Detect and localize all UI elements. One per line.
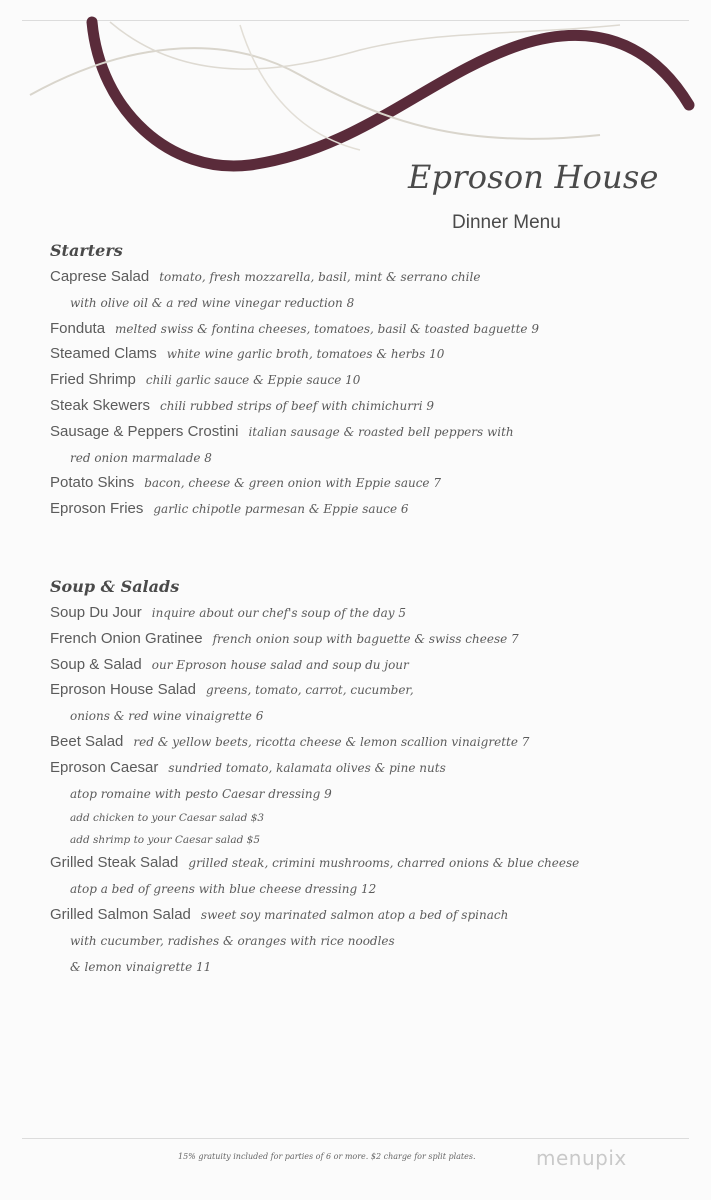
item-description: onions & red wine vinaigrette 6: [70, 709, 264, 724]
menu-item: [50, 755, 690, 781]
item-description: red onion marmalade 8: [70, 450, 212, 465]
menupix-watermark: menupix: [536, 1146, 627, 1170]
item-description: with cucumber, radishes & oranges with rice noodles: [70, 933, 395, 948]
menu-item: [50, 600, 690, 626]
item-description: white wine garlic broth, tomatoes & herbs 10: [166, 347, 445, 362]
swoosh-thin-curve: [110, 22, 620, 69]
item-name: Eproson House Salad: [50, 681, 196, 699]
menu-item: [50, 902, 690, 928]
menu-item: [50, 677, 690, 703]
item-description: bacon, cheese & green onion with Eppie sauce 7: [144, 476, 441, 491]
item-description: italian sausage & roasted bell peppers with: [248, 424, 514, 439]
item-description: sweet soy marinated salmon atop a bed of spinach: [200, 907, 509, 922]
menu-item-continued: [50, 876, 690, 902]
item-description: french onion soup with baguette & swiss cheese 7: [212, 631, 519, 646]
item-name: Caprese Salad: [50, 268, 150, 285]
menu-item-addon: [50, 806, 690, 828]
item-description: inquire about our chef's soup of the day 5: [151, 605, 407, 620]
addon-chicken: add chicken to your Caesar salad $3: [70, 812, 265, 825]
menu-body: [50, 238, 690, 979]
menu-item: [50, 729, 690, 755]
item-name: Soup & Salad: [50, 655, 142, 673]
item-name: French Onion Gratinee: [50, 629, 203, 647]
item-name: Steak Skewers: [50, 396, 151, 414]
menu-item-continued: [50, 928, 690, 954]
menu-item: [50, 341, 690, 367]
item-name: Sausage & Peppers Crostini: [50, 422, 239, 440]
menu-item: [50, 470, 690, 496]
item-name: Soup Du Jour: [50, 603, 142, 621]
item-description: grilled steak, crimini mushrooms, charred onions & blue cheese: [188, 856, 580, 871]
item-name: Grilled Salmon Salad: [50, 905, 191, 923]
menu-item-continued: [50, 445, 690, 471]
item-description: chili garlic sauce & Eppie sauce 10: [145, 373, 361, 388]
item-description: with olive oil & a red wine vinegar reduction 8: [70, 295, 355, 310]
bottom-divider: [22, 1138, 689, 1139]
item-name: Steamed Clams: [50, 345, 157, 363]
item-name: Eproson Fries: [50, 500, 144, 518]
item-description: sundried tomato, kalamata olives & pine nuts: [168, 760, 446, 775]
restaurant-title: Eproson House: [408, 158, 659, 196]
item-description: tomato, fresh mozzarella, basil, mint & serrano chile: [159, 270, 481, 284]
menu-item: [50, 850, 690, 876]
item-name: Grilled Steak Salad: [50, 854, 179, 872]
menu-item: [50, 264, 690, 290]
menu-item-addon: [50, 828, 690, 850]
addon-shrimp: add shrimp to your Caesar salad $5: [70, 834, 261, 847]
section-heading-soup-salads: Soup & Salads: [50, 576, 180, 596]
menu-item-continued: [50, 781, 690, 807]
item-description: atop a bed of greens with blue cheese dressing 12: [70, 882, 377, 897]
decorative-swoosh: [0, 0, 711, 240]
item-name: Fried Shrimp: [50, 371, 136, 389]
item-description: atop romaine with pesto Caesar dressing 9: [70, 786, 332, 801]
item-description: our Eproson house salad and soup du jour: [151, 657, 409, 672]
item-description: greens, tomato, carrot, cucumber,: [205, 683, 414, 698]
menu-item-continued: [50, 290, 690, 316]
menu-item: [50, 419, 690, 445]
item-name: Potato Skins: [50, 474, 135, 492]
item-description: & lemon vinaigrette 11: [70, 959, 212, 974]
item-description: chili rubbed strips of beef with chimichurri 9: [160, 398, 434, 413]
menu-subtitle: Dinner Menu: [452, 212, 561, 233]
item-description: melted swiss & fontina cheeses, tomatoes, basil & toasted baguette 9: [115, 321, 539, 336]
item-description: red & yellow beets, ricotta cheese & lemon scallion vinaigrette 7: [133, 734, 530, 749]
item-name: Fonduta: [50, 319, 106, 337]
menu-item-continued: [50, 703, 690, 729]
menu-item-continued: [50, 954, 690, 980]
menu-item: [50, 626, 690, 652]
menu-item: [50, 316, 690, 342]
menu-item: [50, 367, 690, 393]
menu-item: [50, 652, 690, 678]
menu-item: [50, 393, 690, 419]
menu-item: [50, 496, 690, 522]
item-name: Eproson Caesar: [50, 758, 159, 776]
gratuity-note: 15% gratuity included for parties of 6 or more. $2 charge for split plates.: [178, 1152, 476, 1161]
item-name: Beet Salad: [50, 732, 124, 750]
item-description: garlic chipotle parmesan & Eppie sauce 6: [153, 502, 409, 517]
section-heading-starters: Starters: [50, 241, 123, 260]
